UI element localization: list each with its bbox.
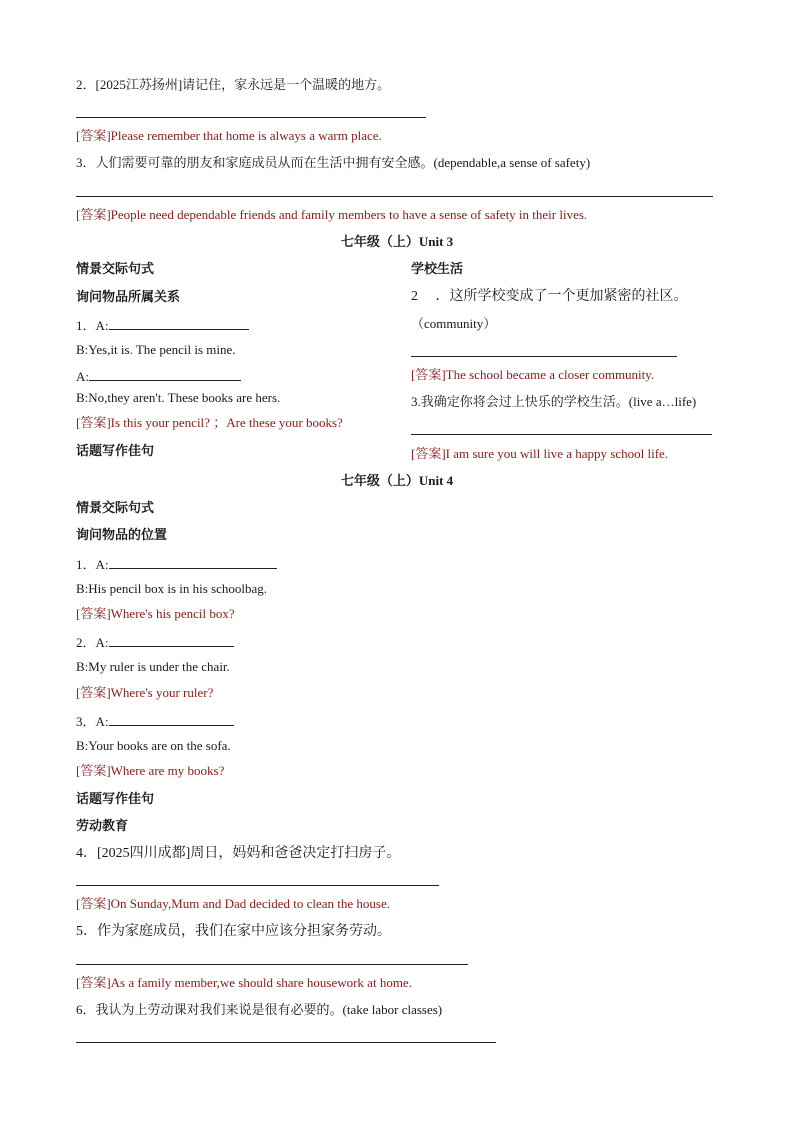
unit3-q2: 2 ．这所学校变成了一个更加紧密的社区。: [411, 289, 688, 304]
unit4-q2-blank[interactable]: [109, 632, 234, 647]
question-2: 2．[2025江苏扬州]请记住，家永远是一个温暖的地方。: [76, 77, 391, 92]
unit4-q1: [76, 554, 277, 574]
unit4-q1-reply: B:His pencil box is in his schoolbag.: [76, 581, 268, 596]
unit3-school-life-heading: 学校生活: [411, 261, 464, 276]
unit4-q3: [76, 711, 234, 731]
unit4-answer-3: [答案]Where are my books?: [76, 763, 225, 778]
unit4-q6: 6．我认为上劳动课对我们来说是很有必要的。(take labor classes): [76, 1002, 443, 1017]
unit3-answer-1: [答案]Is this your pencil? ；Are these your books?: [76, 415, 343, 430]
answer-2: [答案]Please remember that home is always a warm place.: [76, 128, 382, 143]
unit3-answer-line-3[interactable]: [411, 434, 712, 435]
unit3-q1b: [76, 366, 241, 386]
unit4-q2-reply: B:My ruler is under the chair.: [76, 659, 230, 674]
unit4-answer-1: [答案]Where's his pencil box?: [76, 606, 235, 621]
unit4-section-heading: 情景交际句式: [76, 500, 155, 515]
answer-line-3[interactable]: [76, 196, 713, 197]
unit3-q1-blank[interactable]: [109, 315, 249, 330]
unit3-title: 七年级（上）Unit 3: [340, 234, 454, 249]
unit3-answer-2: [答案]The school became a closer community.: [411, 367, 655, 382]
answer-3: [答案]People need dependable friends and family members to have a sense of safety in their lives.: [76, 207, 588, 222]
unit4-q1-blank[interactable]: [109, 554, 277, 569]
unit3-q2-hint: （community）: [411, 316, 497, 331]
answer-line-2[interactable]: [76, 117, 426, 118]
unit4-q1-label: 1．A:: [76, 557, 109, 572]
unit4-answer-4: [答案]On Sunday,Mum and Dad decided to clean the house.: [76, 896, 390, 911]
unit3-q1b-reply: B:No,they aren't. These books are hers.: [76, 390, 281, 405]
unit4-title: 七年级（上）Unit 4: [340, 473, 454, 488]
unit4-q3-blank[interactable]: [109, 711, 234, 726]
unit3-section-heading: 情景交际句式: [76, 261, 155, 276]
question-3: 3．人们需要可靠的朋友和家庭成员从而在生活中拥有安全感。(dependable,a sense of safety): [76, 155, 591, 170]
unit4-writing-heading: 话题写作佳句: [76, 791, 155, 806]
unit3-q1b-label: A:: [76, 369, 89, 384]
unit4-answer-line-5[interactable]: [76, 964, 468, 965]
unit4-q2-label: 2．A:: [76, 635, 109, 650]
unit4-answer-line-4[interactable]: [76, 885, 439, 886]
unit4-answer-line-6[interactable]: [76, 1042, 496, 1043]
unit3-answer-3: [答案]I am sure you will live a happy school life.: [411, 446, 669, 461]
unit4-q3-reply: B:Your books are on the sofa.: [76, 738, 231, 753]
unit4-q4: 4．[2025四川成都]周日，妈妈和爸爸决定打扫房子。: [76, 846, 401, 861]
unit3-answer-line-2[interactable]: [411, 356, 677, 357]
unit4-q2: [76, 632, 234, 652]
unit4-q5: 5．作为家庭成员，我们在家中应该分担家务劳动。: [76, 924, 391, 939]
unit4-answer-5: [答案]As a family member,we should share housework at home.: [76, 975, 412, 990]
unit3-q1-label: 1．A:: [76, 318, 109, 333]
unit4-answer-2: [答案]Where's your ruler?: [76, 685, 214, 700]
unit3-q1: [76, 315, 249, 335]
unit3-q1-reply: B:Yes,it is. The pencil is mine.: [76, 342, 236, 357]
unit3-writing-heading: 话题写作佳句: [76, 443, 155, 458]
unit3-topic-heading: 询问物品所属关系: [76, 289, 181, 304]
unit3-q1b-blank[interactable]: [89, 366, 241, 381]
unit3-q3: 3.我确定你将会过上快乐的学校生活。(live a…life): [411, 394, 697, 409]
unit4-labor-heading: 劳动教育: [76, 818, 129, 833]
unit4-topic-heading: 询问物品的位置: [76, 527, 168, 542]
unit4-q3-label: 3．A:: [76, 714, 109, 729]
